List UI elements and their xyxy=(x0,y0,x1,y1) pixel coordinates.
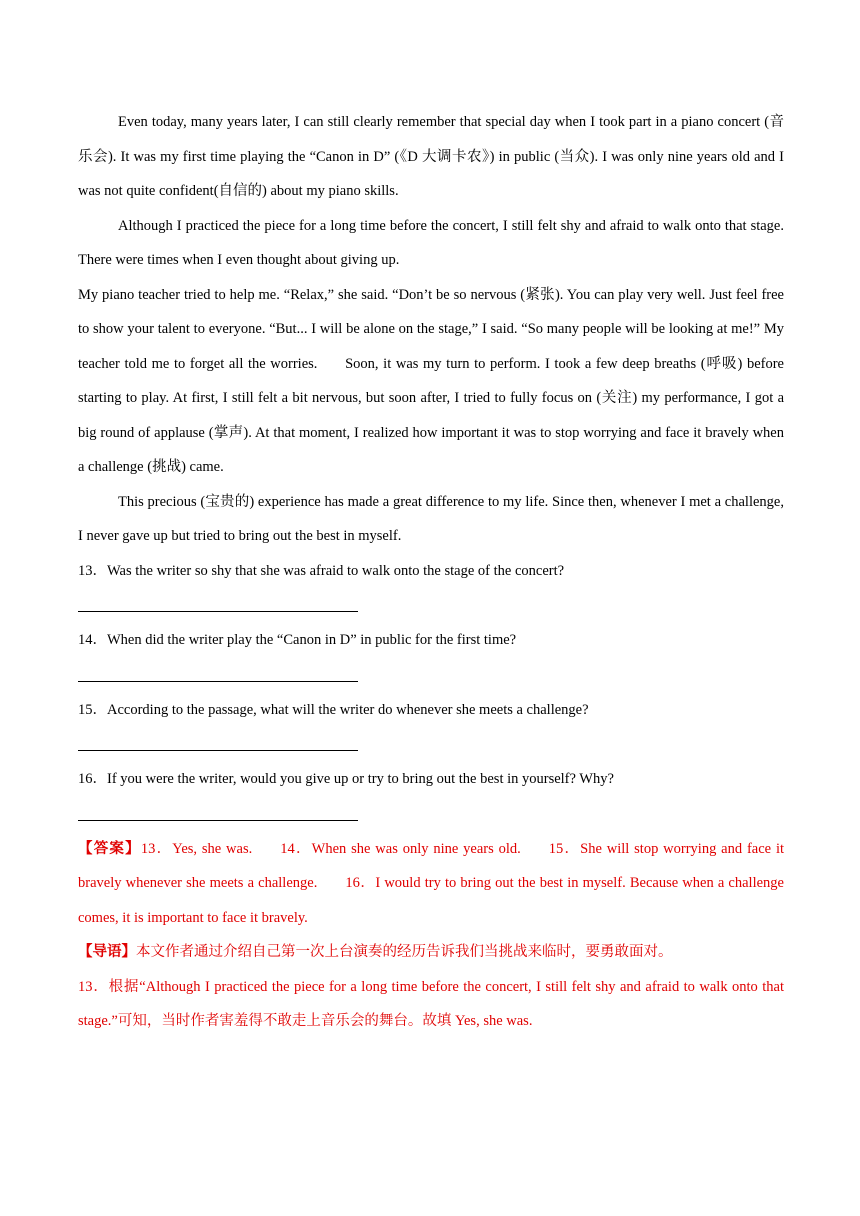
answer-15: 15．She will stop worrying and face it bravely whenever she meets a challenge. xyxy=(78,840,784,891)
guide-tag: 【导语】 xyxy=(78,944,136,960)
answer-13: 13．Yes, she was. xyxy=(140,840,253,857)
answer-line-14[interactable] xyxy=(78,681,358,682)
question-14: 14．When did the writer play the “Canon in D” in public for the first time? xyxy=(78,632,517,648)
question-16: 16．If you were the writer, would you give up or try to bring out the best in yourself? Why? xyxy=(78,771,614,787)
guide-text: 本文作者通过介绍自己第一次上台演奏的经历告诉我们当挑战来临时，要勇敢面对。 xyxy=(136,944,673,960)
explanation-13: 13．根据“Although I practiced the piece for a long time before the concert, I still felt shy and afraid to walk onto that stage.”可知，当时作者害羞得不敢走上音乐会的舞台。故填 Yes, she was. xyxy=(78,978,784,1029)
answer-block xyxy=(78,832,784,936)
passage-paragraph-3: My piano teacher tried to help me. “Relax,” she said. “Don’t be so nervous (紧张). You can play very well. Just feel free to show your talent to everyone. “But... I will be alone on the stage,” I said. “So many people will be looking at me!” My teacher told me to forget all the worries. Soon, it was my turn to perform. I took a few deep breaths (呼吸) before starting to play. At first, I still felt a bit nervous, but soon after, I tried to fully focus on (关注) my performance, I got a big round of applause (掌声). At that moment, I realized how important it was to stop worrying and face it bravely when a challenge (挑战) came. xyxy=(78,286,788,475)
answer-tag: 【答案】 xyxy=(78,840,141,857)
answer-14: 14．When she was only nine years old. xyxy=(280,840,521,857)
question-15: 15．According to the passage, what will the writer do whenever she meets a challenge? xyxy=(78,701,589,718)
question-13: 13．Was the writer so shy that she was afraid to walk onto the stage of the concert? xyxy=(78,562,565,579)
answer-line-13[interactable] xyxy=(78,611,358,612)
passage-paragraph-4: This precious (宝贵的) experience has made a great difference to my life. Since then, whenever I met a challenge, I never gave up but tried to bring out the best in myself. xyxy=(78,493,784,544)
guide-block xyxy=(78,935,784,970)
answer-line-15[interactable] xyxy=(78,750,358,751)
answer-line-16[interactable] xyxy=(78,820,358,821)
passage-paragraph-1: Even today, many years later, I can still clearly remember that special day when I took part in a piano concert (音乐会). It was my first time playing the “Canon in D” (《D 大调卡农》) in public (当众). I was only nine years old and I was not quite confident(自信的) about my piano skills. xyxy=(78,114,784,199)
answer-16: 16．I would try to bring out the best in myself. Because when a challenge comes, it is important to face it bravely. xyxy=(78,875,784,926)
passage-paragraph-2: Although I practiced the piece for a long time before the concert, I still felt shy and afraid to walk onto that stage. There were times when I even thought about giving up. xyxy=(78,217,784,268)
